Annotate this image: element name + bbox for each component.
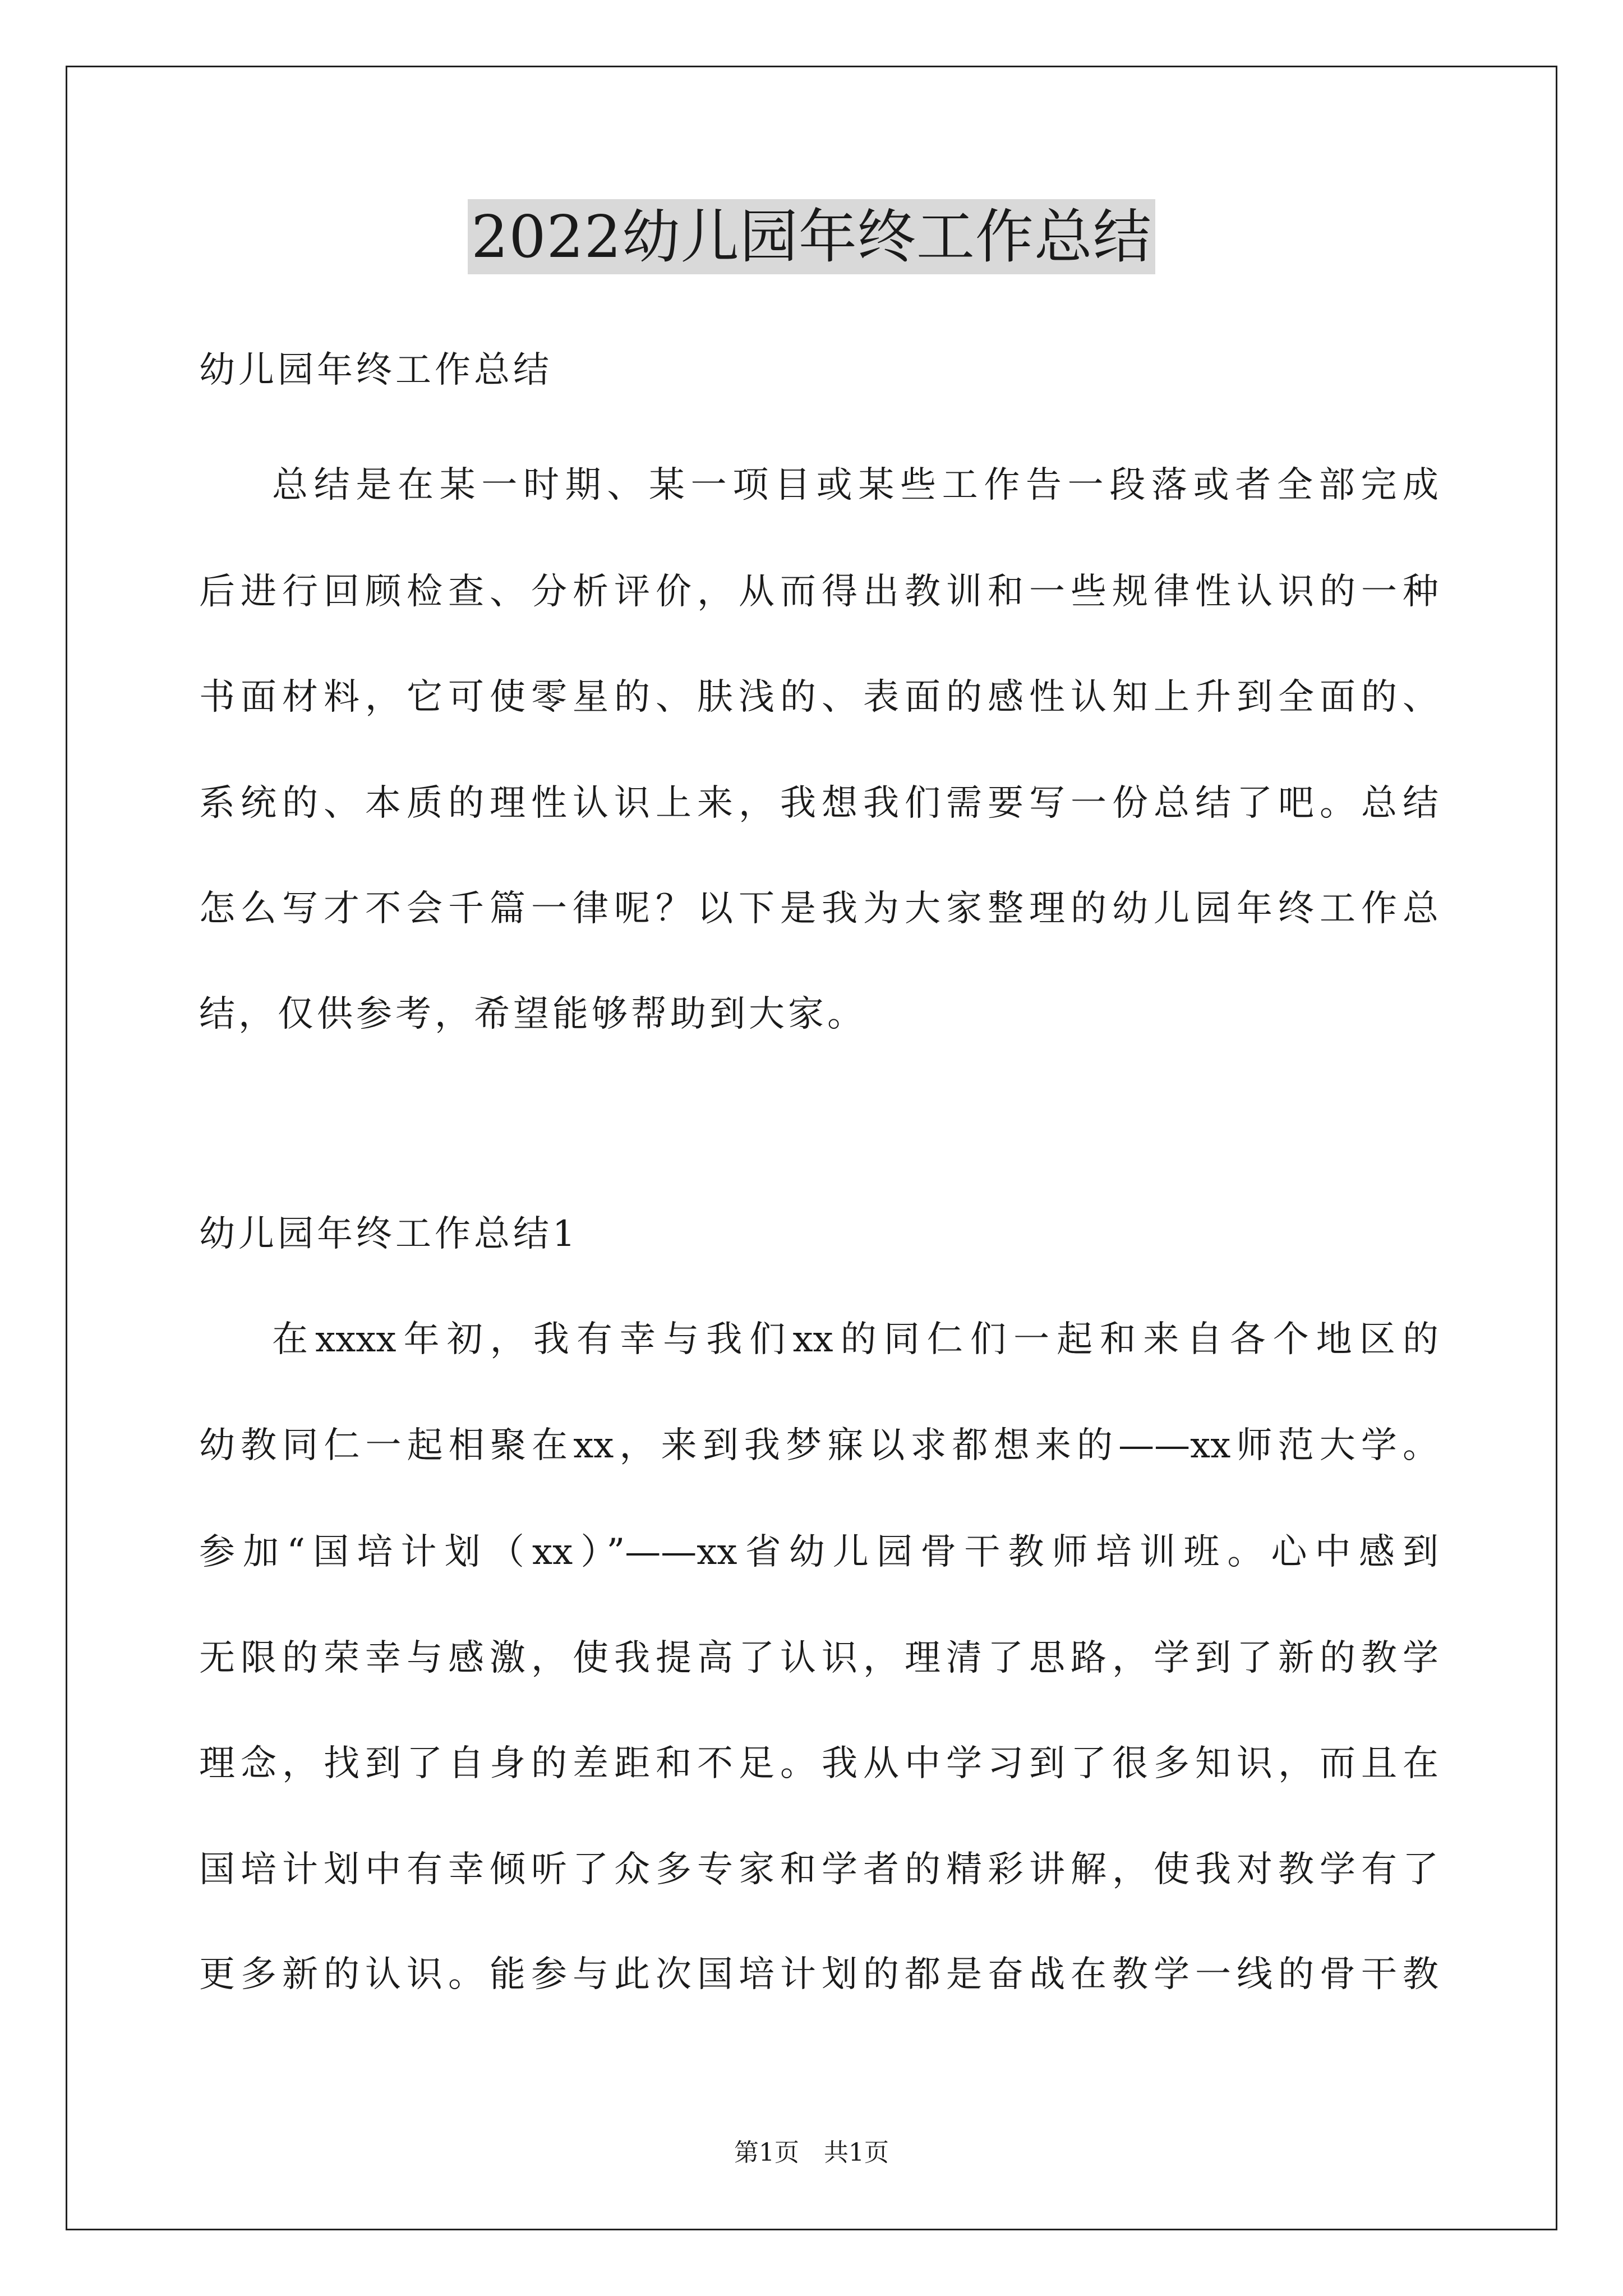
paragraph-line: 结，仅供参考，希望能够帮助到大家。 (199, 993, 866, 1035)
paragraph-line: 无限的荣幸与感激，使我提高了认识，理清了思路，学到了新的教学 (199, 1637, 1438, 1679)
document-title: 2022幼儿园年终工作总结 (468, 199, 1155, 274)
paragraph-line: 总结是在某一时期、某一项目或某些工作告一段落或者全部完成 (272, 464, 1438, 506)
paragraph-line: 国培计划中有幸倾听了众多专家和学者的精彩讲解，使我对教学有了 (199, 1849, 1438, 1890)
paragraph-line: 在xxxx年初，我有幸与我们xx的同仁们一起和来自各个地区的 (272, 1319, 1438, 1360)
title-container (0, 199, 1623, 274)
paragraph-line: 理念，找到了自身的差距和不足。我从中学习到了很多知识，而且在 (199, 1743, 1438, 1784)
paragraph-line: 参加“国培计划（xx）”——xx省幼儿园骨干教师培训班。心中感到 (199, 1531, 1438, 1573)
paragraph-line: 怎么写才不会千篇一律呢？以下是我为大家整理的幼儿园年终工作总 (199, 888, 1438, 930)
paragraph-line: 书面材料，它可使零星的、肤浅的、表面的感性认知上升到全面的、 (199, 677, 1438, 718)
paragraph-line: 系统的、本质的理性认识上来，我想我们需要写一份总结了吧。总结 (199, 783, 1438, 824)
page-number-footer: 第1页 共1页 (734, 2138, 889, 2167)
paragraph-line: 更多新的认识。能参与此次国培计划的都是奋战在教学一线的骨干教 (199, 1954, 1438, 1995)
paragraph-line: 后进行回顾检查、分析评价，从而得出教训和一些规律性认识的一种 (199, 571, 1438, 613)
intro-heading: 幼儿园年终工作总结 (199, 349, 552, 391)
paragraph-line: 幼教同仁一起相聚在xx，来到我梦寐以求都想来的——xx师范大学。 (199, 1425, 1438, 1466)
section-heading: 幼儿园年终工作总结1 (199, 1213, 579, 1255)
